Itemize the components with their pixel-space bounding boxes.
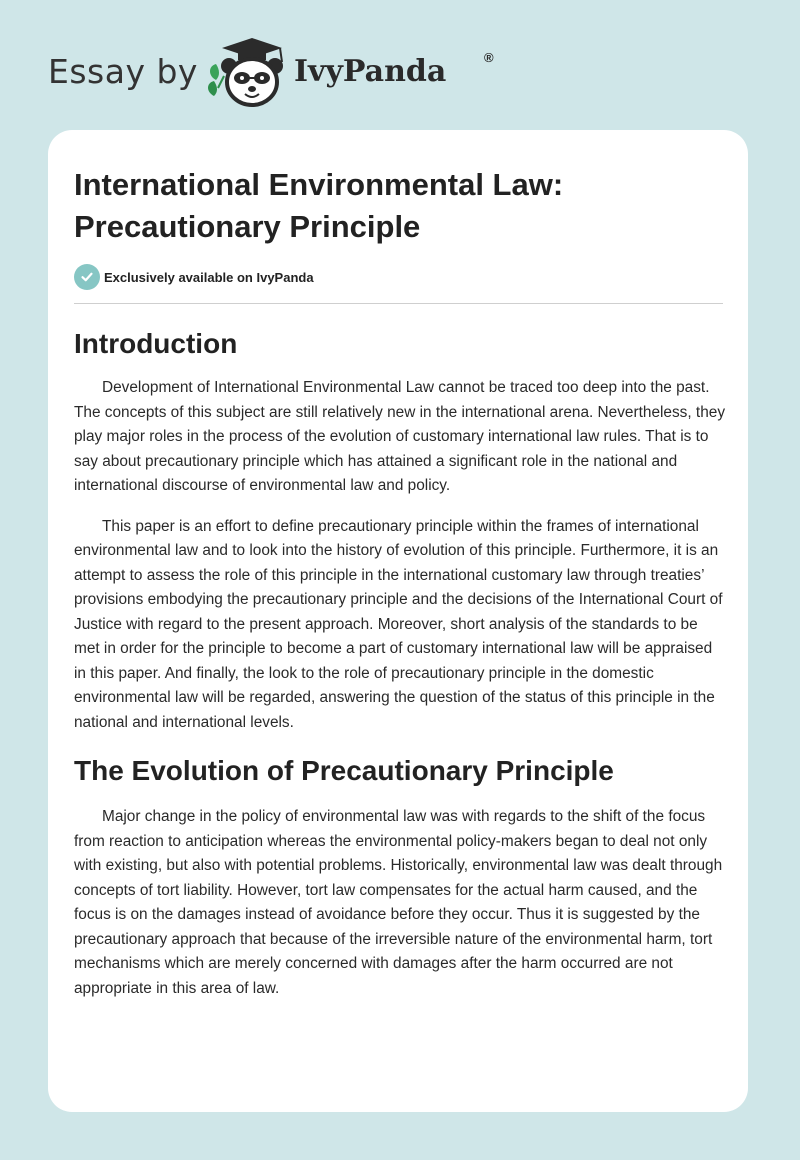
paragraph: Development of International Environmental Law cannot be traced too deep into the past. The concepts of this subject are still relatively new in the international arena. Nevertheless, they play major roles in the process of the evolution of customary international law rules. That is to say about precautionary principle which has attained a significant role in the national and international discourse of environmental law and policy. [74, 379, 726, 494]
panda-logo-icon[interactable] [202, 36, 292, 108]
registered-mark: ® [484, 50, 494, 65]
essay-card [48, 130, 748, 1112]
paragraph: This paper is an effort to define precautionary principle within the frames of international environmental law and to look into the history of evolution of this principle. Furthermore, it is an attempt to assess the role of this principle in the international customary law through treaties’ provisions embodying the precautionary principle and the decisions of the International Court of Justice with regard to the present approach. Moreover, short analysis of the standards to be met in order for the principle to become a part of customary international law will be appraised in this paper. And finally, the look to the role of precautionary principle in the domestic environmental law will be regarded, answering the question of the status of this principle in the national and international levels. [74, 517, 723, 731]
paragraph: Major change in the policy of environmental law was with regards to the shift of the focus from reaction to anticipation whereas the environmental policy-makers began to deal not only with existing, but also with potential problems. Historically, environmental law was dealt through concepts of tort liability. However, tort law compensates for the actual harm caused, and the focus is on the damages instead of avoidance before they occur. Thus it is suggested by the precautionary approach that because of the irreversible nature of the environmental harm, tort mechanisms which are merely concerned with damages after the harm occurred are not appropriate in this area of law. [74, 808, 723, 997]
check-circle-icon [74, 264, 100, 290]
divider [74, 303, 723, 304]
section-heading-introduction: Introduction [74, 328, 238, 359]
essay-title: International Environmental Law: Precautionary Principle [74, 167, 564, 244]
badge-text: Exclusively available on IvyPanda [104, 269, 314, 285]
essay-content [74, 324, 726, 1001]
brand-header [48, 36, 494, 108]
brand-name[interactable]: IvyPanda [294, 54, 447, 89]
brand-prefix: Essay by [48, 52, 198, 91]
section-heading-evolution: The Evolution of Precautionary Principle [74, 755, 614, 786]
exclusive-badge [74, 264, 314, 290]
